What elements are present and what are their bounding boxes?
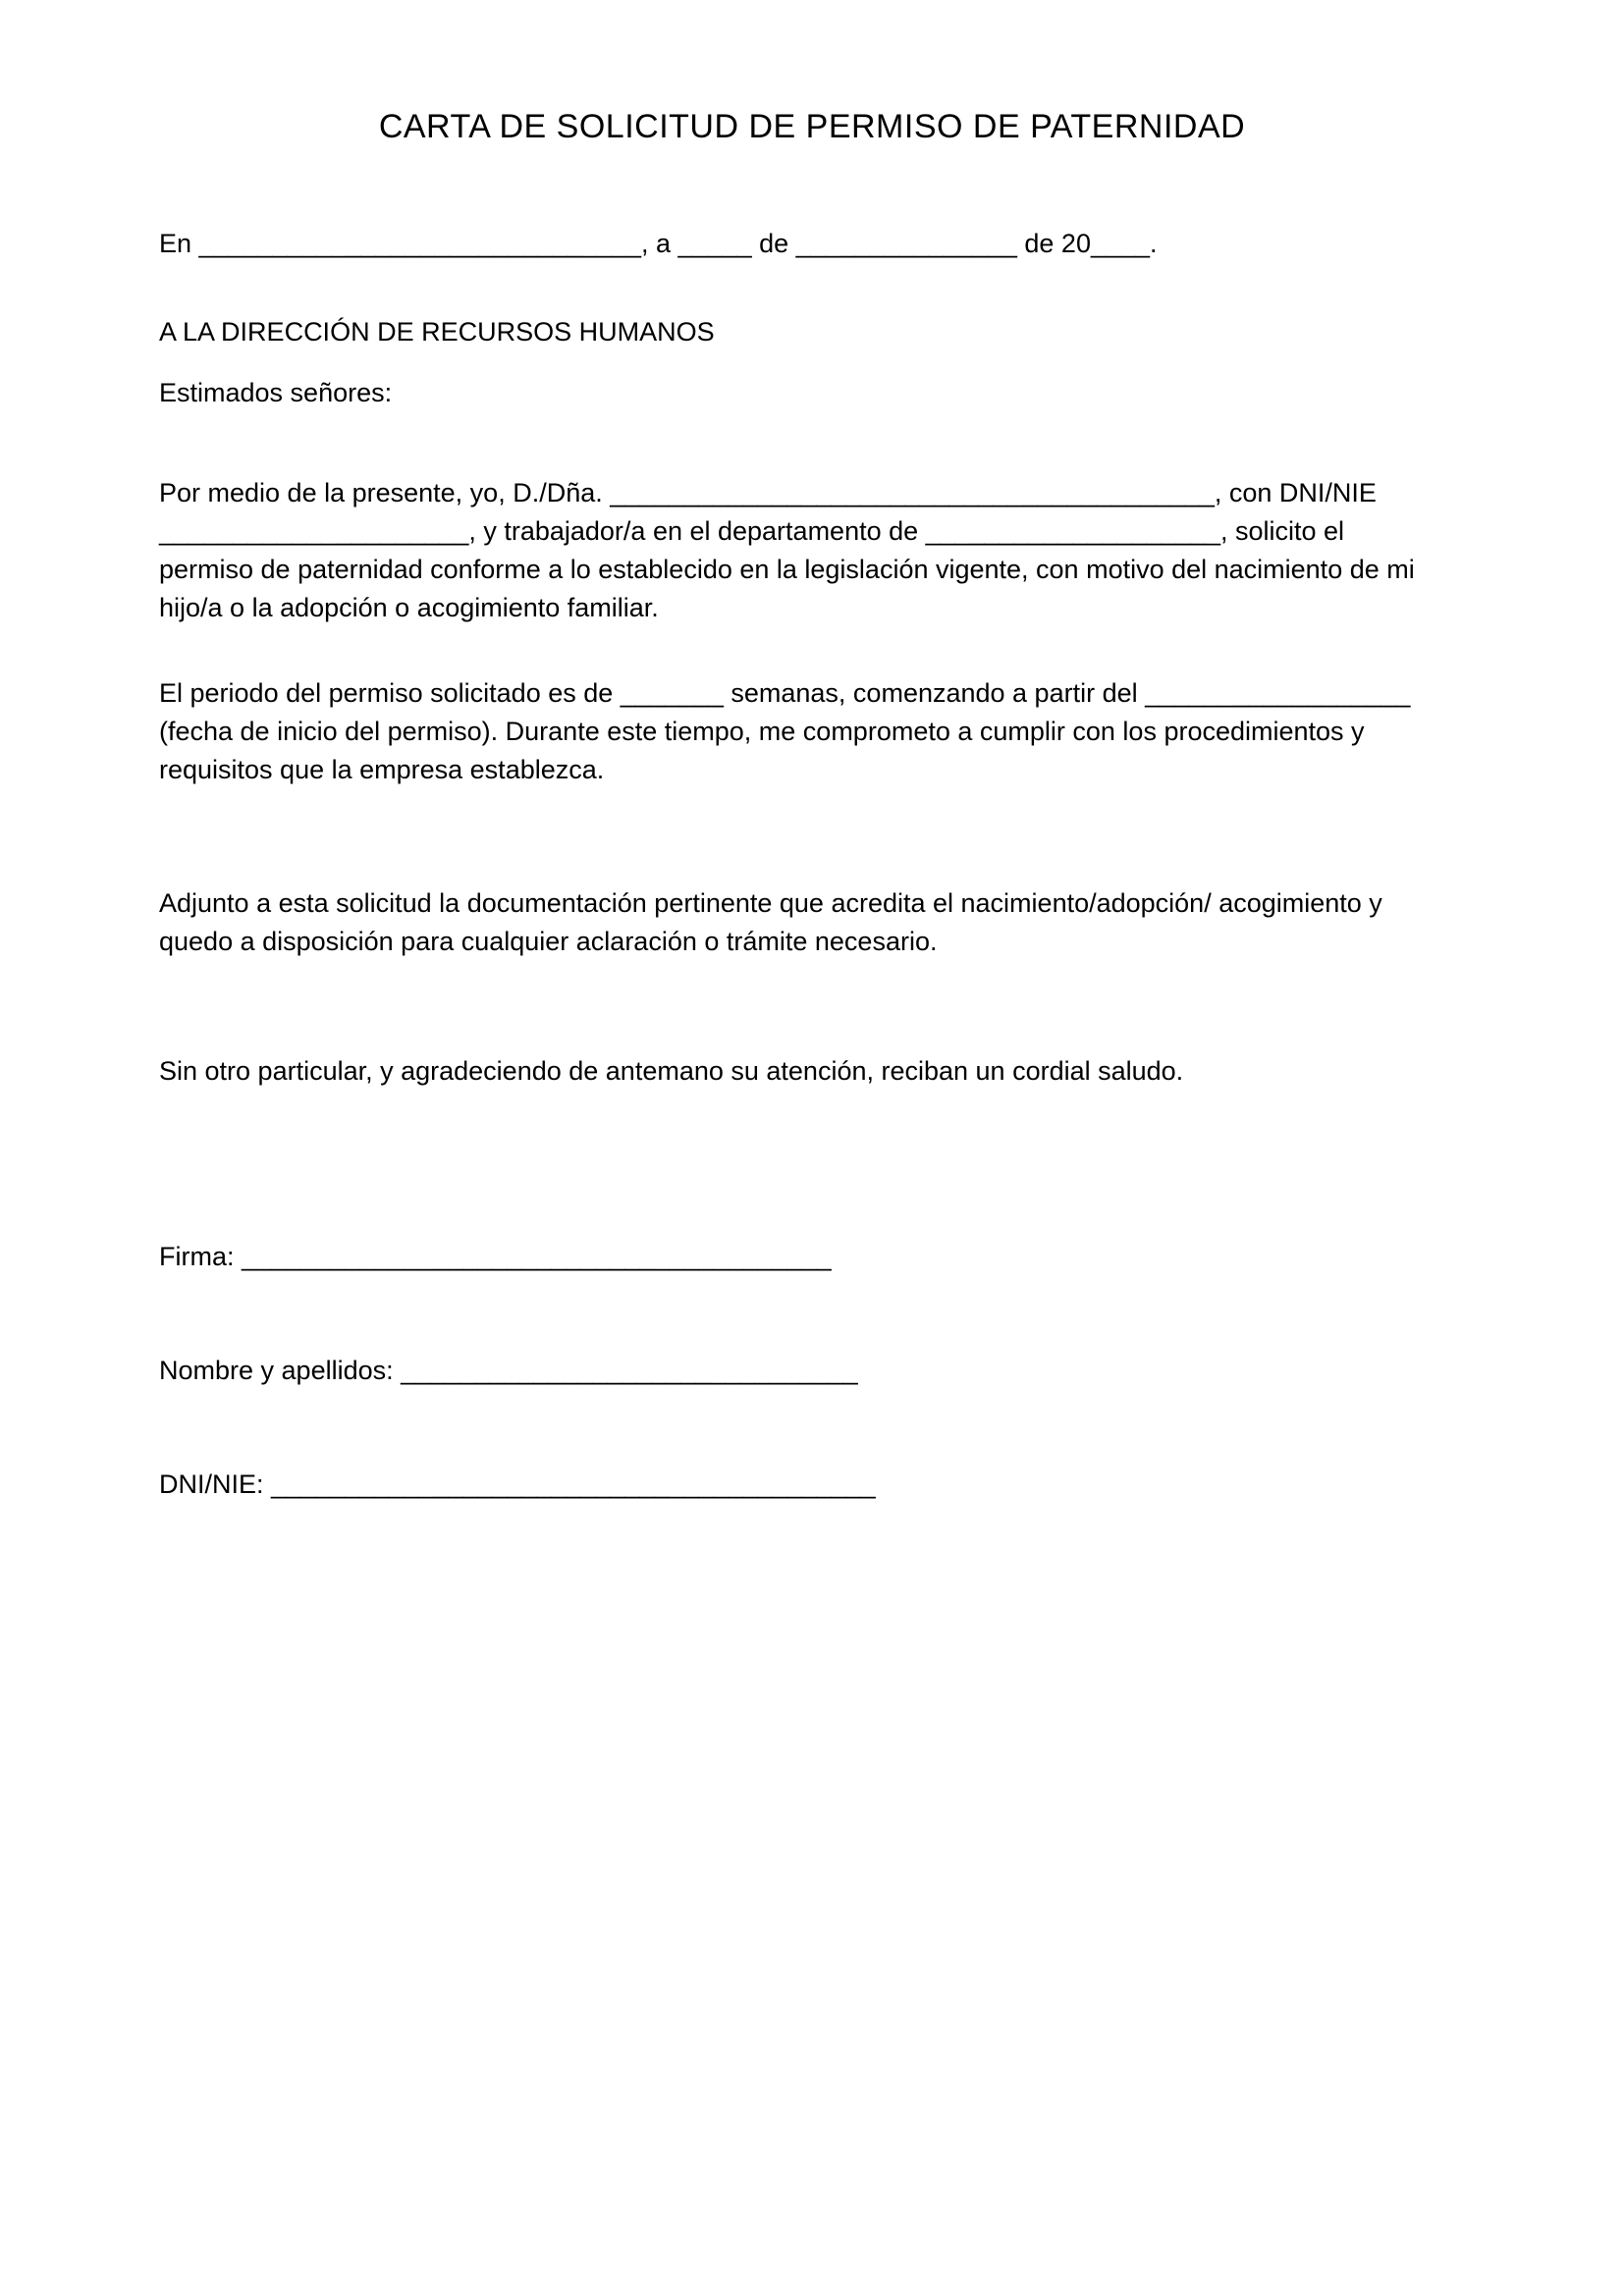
paragraph-line: El periodo del permiso solicitado es de _______ semanas, comenzando a partir del __________________ [159, 678, 1411, 708]
recipient-line: A LA DIRECCIÓN DE RECURSOS HUMANOS [159, 317, 715, 347]
dni-line: DNI/NIE: _________________________________________ [159, 1469, 876, 1499]
document-title: CARTA DE SOLICITUD DE PERMISO DE PATERNIDAD [378, 108, 1246, 145]
full-name-line: Nombre y apellidos: _______________________________ [159, 1356, 858, 1385]
body-paragraph-identification [159, 474, 1465, 627]
paragraph-line: quedo a disposición para cualquier aclaración o trámite necesario. [159, 927, 938, 956]
closing-paragraph: Sin otro particular, y agradeciendo de antemano su atención, reciban un cordial saludo. [159, 1056, 1184, 1086]
body-paragraph-documentation [159, 884, 1465, 961]
paragraph-line: Por medio de la presente, yo, D./Dña. _________________________________________, con DNI/NIE [159, 478, 1377, 507]
body-paragraph-leave-period [159, 674, 1465, 789]
paragraph-line: (fecha de inicio del permiso). Durante este tiempo, me comprometo a cumplir con los procedimientos y [159, 717, 1365, 746]
paragraph-line: hijo/a o la adopción o acogimiento familiar. [159, 593, 659, 622]
date-location-line: En ______________________________, a _____ de _______________ de 20____. [159, 229, 1158, 258]
paragraph-line: Adjunto a esta solicitud la documentación pertinente que acredita el nacimiento/adopción/ acogimiento y [159, 888, 1382, 918]
paragraph-line: requisitos que la empresa establezca. [159, 755, 605, 784]
signature-line: Firma: ________________________________________ [159, 1242, 832, 1271]
salutation-line: Estimados señores: [159, 378, 393, 407]
paragraph-line: _____________________, y trabajador/a en el departamento de ____________________, solicito el [159, 516, 1345, 546]
paragraph-line: permiso de paternidad conforme a lo establecido en la legislación vigente, con motivo del nacimiento de mi [159, 555, 1415, 584]
